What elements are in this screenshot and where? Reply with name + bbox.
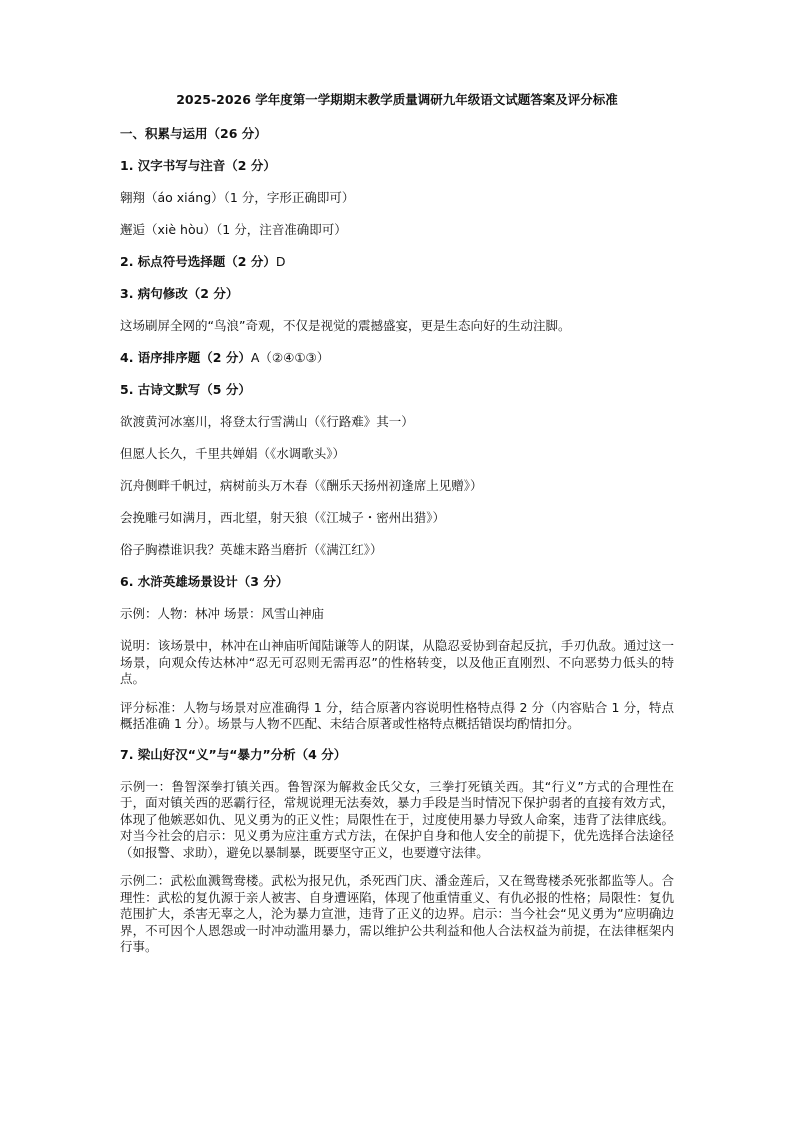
q7-example-1: 示例一：鲁智深拳打镇关西。鲁智深为解救金氏父女，三拳打死镇关西。其“行义”方式的合理性在于，面对镇关西的恶霸行径，常规说理无法奏效，暴力手段是当时情况下保护弱者的直接有效方式，体现了他嫉恶如仇、见义勇为的正义性；局限性在于，过度使用暴力导致人命案，违背了法律底线。对当今社会的启示：见义勇为应注重方式方法，在保护自身和他人安全的前提下，优先选择合法途径（如报警、求助），避免以暴制暴，既要坚守正义，也要遵守法律。 <box>120 778 674 860</box>
q4-line <box>120 350 674 366</box>
q1-answer-1: 翱翔（áo xiáng）（1 分，字形正确即可） <box>120 190 355 205</box>
q6-heading: 6. 水浒英雄场景设计（3 分） <box>120 574 289 589</box>
q6-criteria: 评分标准：人物与场景对应准确得 1 分，结合原著内容说明性格特点得 2 分（内容贴合 1 分，特点概括准确 1 分）。场景与人物不匹配、未结合原著或性格特点概括错误均酌情扣分。 <box>120 699 674 731</box>
q5-line-1: 欲渡黄河冰塞川，将登太行雪满山（《行路难》其一） <box>120 414 414 429</box>
q5-line-4: 会挽雕弓如满月，西北望，射天狼（《江城子・密州出猎》） <box>120 510 446 525</box>
q1-answer-2: 邂逅（xiè hòu）（1 分，注音准确即可） <box>120 222 347 237</box>
q2-heading: 2. 标点符号选择题（2 分） <box>120 254 276 269</box>
q4-answer: A（②④①③） <box>250 350 330 365</box>
document-title: 2025-2026 学年度第一学期期末教学质量调研九年级语文试题答案及评分标准 <box>176 92 618 107</box>
q6-example: 示例：人物：林冲 场景：风雪山神庙 <box>120 606 324 621</box>
q5-line-2: 但愿人长久，千里共婵娟（《水调歌头》） <box>120 446 346 461</box>
section-heading: 一、积累与运用（26 分） <box>120 126 267 141</box>
q7-heading: 7. 梁山好汉“义”与“暴力”分析（4 分） <box>120 746 347 762</box>
q5-line-5: 俗子胸襟谁识我？英雄末路当磨折（《满江红》） <box>120 542 383 557</box>
q2-answer: D <box>275 254 286 269</box>
q2-line <box>120 254 674 270</box>
q6-explanation: 说明：该场景中，林冲在山神庙听闻陆谦等人的阴谋，从隐忍妥协到奋起反抗，手刃仇敌。通过这一场景，向观众传达林冲“忍无可忍则无需再忍”的性格转变，以及他正直刚烈、不向恶势力低头的特点。 <box>120 638 674 686</box>
q3-heading: 3. 病句修改（2 分） <box>120 286 239 301</box>
q3-answer: 这场刷屏全网的“鸟浪”奇观，不仅是视觉的震撼盛宴，更是生态向好的生动注脚。 <box>120 318 571 333</box>
q4-heading: 4. 语序排序题（2 分） <box>120 350 251 365</box>
q5-heading: 5. 古诗文默写（5 分） <box>120 382 251 397</box>
q5-line-3: 沉舟侧畔千帆过，病树前头万木春（《酬乐天扬州初逢席上见赠》） <box>120 478 483 493</box>
q1-heading: 1. 汉字书写与注音（2 分） <box>120 158 276 173</box>
q7-example-2: 示例二：武松血溅鸳鸯楼。武松为报兄仇，杀死西门庆、潘金莲后，又在鸳鸯楼杀死张都监等人。合理性：武松的复仇源于亲人被害、自身遭诬陷，体现了他重情重义、有仇必报的性格；局限性：复仇范围扩大，杀害无辜之人，沦为暴力宣泄，违背了正义的边界。启示：当今社会“见义勇为”应明确边界，不可因个人恩怨或一时冲动滥用暴力，需以维护公共利益和他人合法权益为前提，在法律框架内行事。 <box>120 873 674 954</box>
